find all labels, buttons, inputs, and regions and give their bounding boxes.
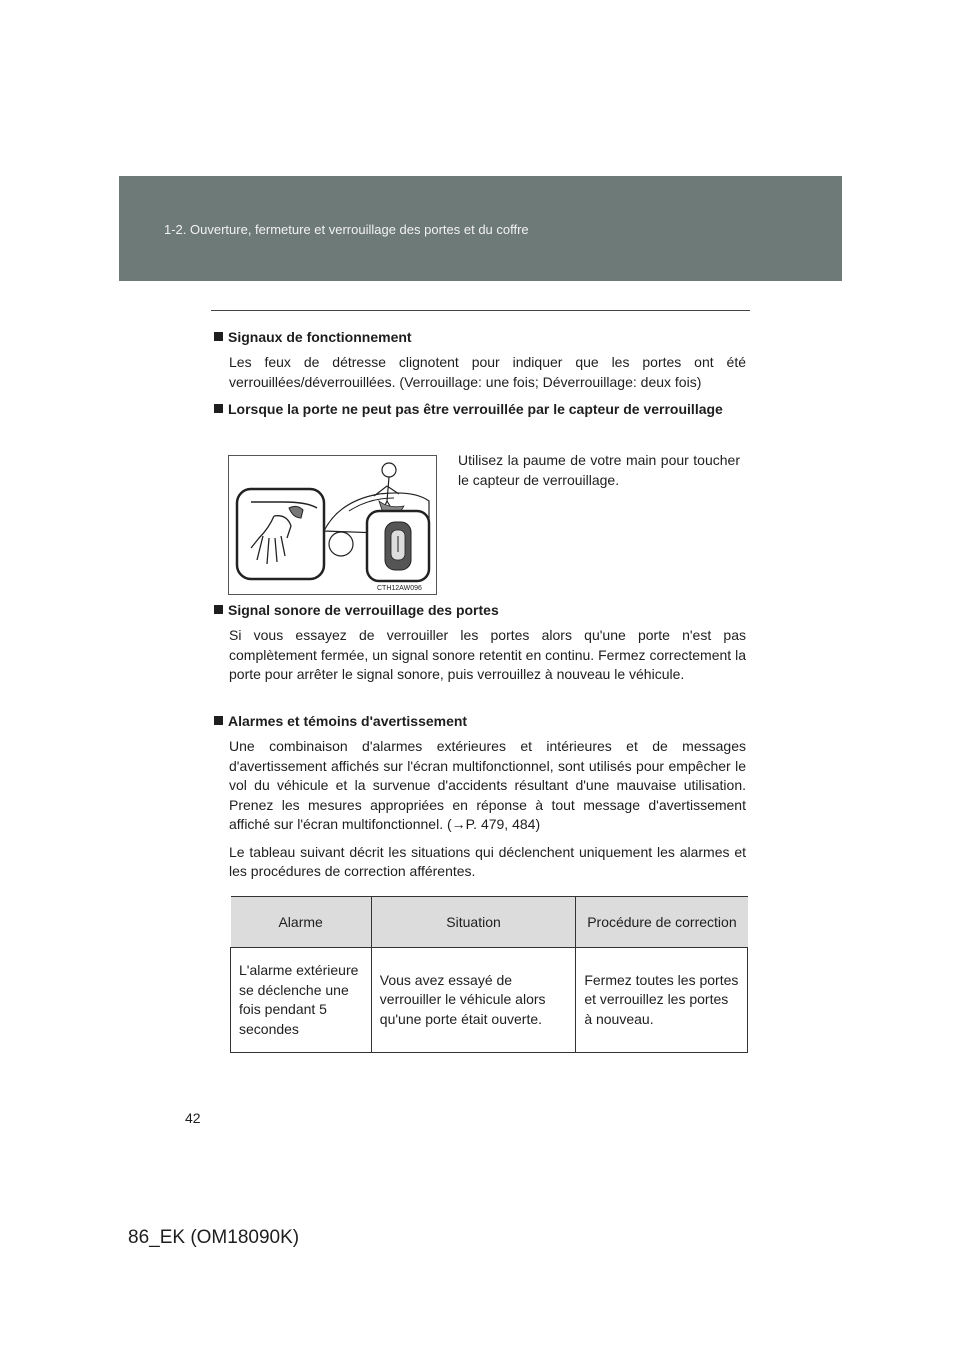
divider bbox=[211, 310, 750, 311]
table-header-row bbox=[231, 897, 748, 948]
alarm-table bbox=[230, 896, 748, 1053]
section-paragraph-2: Le tableau suivant décrit les situations qui déclenchent uniquement les alarmes et les procédures de correction afférentes. bbox=[229, 843, 746, 879]
document-code: 86_EK (OM18090K) bbox=[128, 1227, 300, 1248]
table-header-alarme: Alarme bbox=[231, 897, 372, 948]
figure-code: CTH12AW096 bbox=[377, 585, 422, 592]
section-paragraph: Si vous essayez de verrouiller les portes alors qu'une porte n'est pas complètement fermée, un signal sonore retentit en continu. Fermez correctement la porte pour arrêter le signal sonore, puis verrouillez à nouveau le véhicule. bbox=[229, 627, 746, 682]
bullet-square-icon bbox=[214, 605, 223, 614]
hand-touch-sensor-illustration bbox=[229, 456, 436, 594]
bullet-square-icon bbox=[214, 332, 223, 341]
table-header-procedure: Procédure de correction bbox=[576, 897, 748, 948]
section-heading: Signal sonore de verrouillage des portes bbox=[228, 602, 499, 618]
table-cell: L'alarme extérieure se déclenche une fois pendant 5 secondes bbox=[231, 948, 372, 1053]
section-heading: Alarmes et témoins d'avertissement bbox=[228, 713, 468, 729]
section-heading: Lorsque la porte ne peut pas être verrouillée par le capteur de verrouillage bbox=[228, 401, 723, 417]
section-title: 1-2. Ouverture, fermeture et verrouillage des portes et du coffre bbox=[164, 222, 529, 237]
page-number: 42 bbox=[185, 1110, 201, 1126]
section-signal-sonore bbox=[214, 600, 746, 685]
table-row bbox=[231, 948, 748, 1053]
section-capteur bbox=[214, 399, 746, 419]
bullet-square-icon bbox=[214, 404, 223, 413]
section-heading: Signaux de fonctionnement bbox=[228, 329, 412, 345]
table-cell: Vous avez essayé de verrouiller le véhicule alors qu'une porte était ouverte. bbox=[371, 948, 576, 1053]
section-signaux bbox=[214, 327, 746, 392]
table-cell: Fermez toutes les portes et verrouillez les portes à nouveau. bbox=[576, 948, 748, 1053]
illustration-lock-sensor bbox=[228, 455, 437, 595]
bullet-square-icon bbox=[214, 716, 223, 725]
section-paragraph: Une combinaison d'alarmes extérieures et intérieures et de messages d'avertissement affichés sur l'écran multifonctionnel, sont utilisés pour empêcher le vol du véhicule et la survenue d'accidents résultant d'une mauvaise utilisation. Prenez les mesures appropriées en réponse à tout message d'avertissement affiché sur l'écran multifonctionnel. (→P. 479, 484) bbox=[229, 738, 746, 832]
section-alarmes bbox=[214, 711, 746, 882]
section-paragraph: Les feux de détresse clignotent pour indiquer que les portes ont été verrouillées/déverrouillées. (Verrouillage: une fois; Déverrouillage: deux fois) bbox=[229, 354, 746, 390]
figure-caption: Utilisez la paume de votre main pour toucher le capteur de verrouillage. bbox=[458, 452, 740, 488]
header-band bbox=[119, 176, 842, 281]
table-header-situation: Situation bbox=[371, 897, 576, 948]
